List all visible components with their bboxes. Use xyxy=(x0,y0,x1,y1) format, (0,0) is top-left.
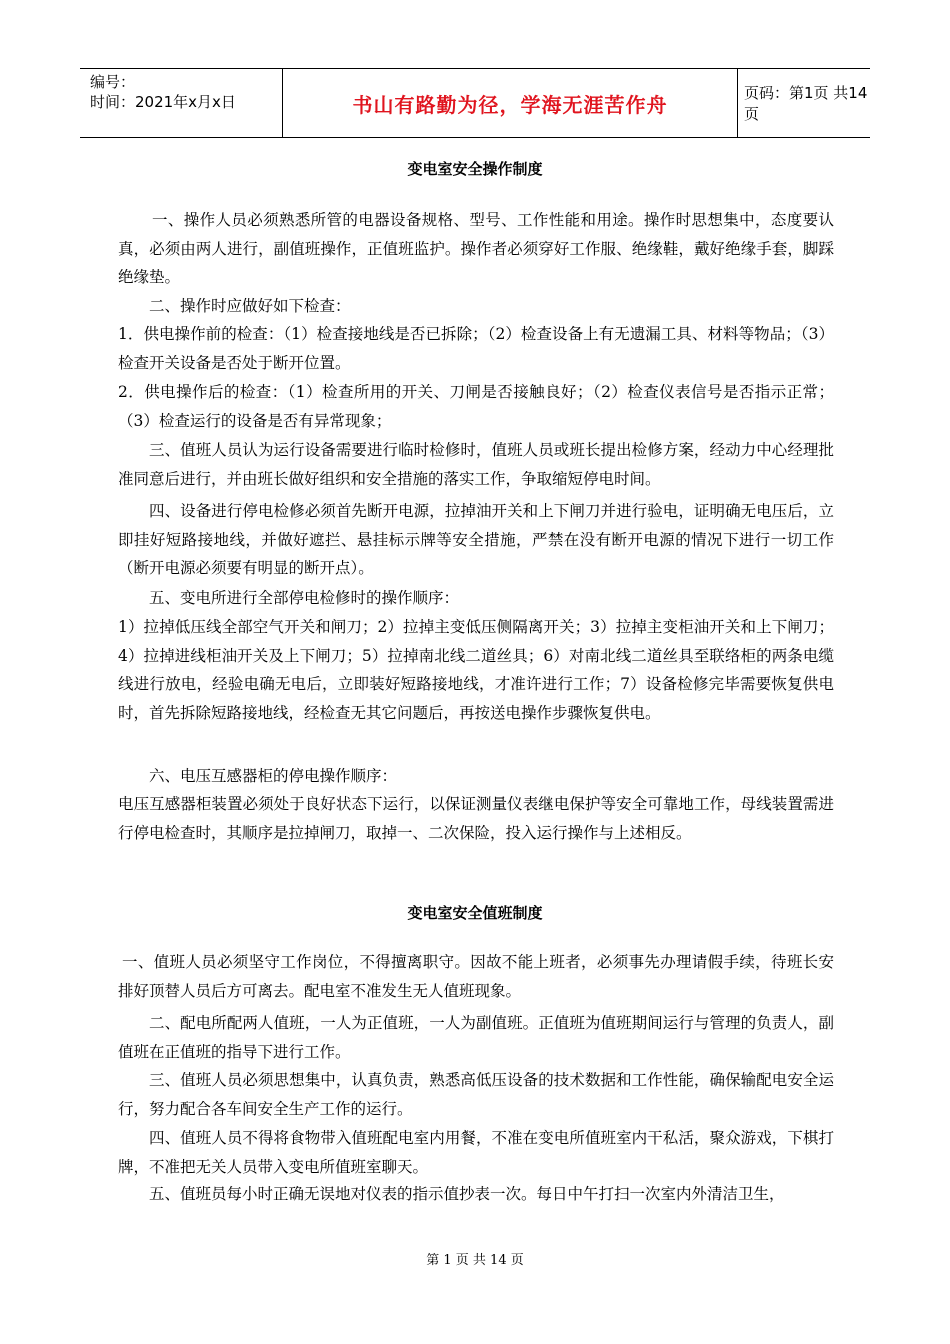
paragraph: 四、值班人员不得将食物带入值班配电室内用餐，不准在变电所值班室内干私活，聚众游戏，下棋打牌，不准把无关人员带入变电所值班室聊天。 xyxy=(118,1129,834,1176)
paragraph: 五、变电所进行全部停电检修时的操作顺序： xyxy=(149,589,460,607)
page-header xyxy=(80,68,870,138)
paragraph: 二、操作时应做好如下检查： xyxy=(149,297,351,315)
header-page-label: 页码：第1页 共14页 xyxy=(744,84,868,123)
page-footer: 第 1 页 共 14 页 xyxy=(426,1253,524,1268)
paragraph: 1．供电操作前的检查：（1）检查接地线是否已拆除；（2）检查设备上有无遗漏工具、材料等物品；（3）检查开关设备是否处于断开位置。 xyxy=(118,325,834,372)
section-title-duty: 变电室安全值班制度 xyxy=(407,904,543,922)
paragraph: 2．供电操作后的检查：（1）检查所用的开关、刀闸是否接触良好；（2）检查仪表信号是否指示正常；（3）检查运行的设备是否有异常现象； xyxy=(118,383,834,430)
paragraph: 五、值班员每小时正确无误地对仪表的指示值抄表一次。每日中午打扫一次室内外清洁卫生， xyxy=(149,1185,785,1203)
paragraph: 三、值班人员认为运行设备需要进行临时检修时，值班人员或班长提出检修方案，经动力中心经理批准同意后进行，并由班长做好组织和安全措施的落实工作，争取缩短停电时间。 xyxy=(118,441,834,488)
document-time-label: 时间：2021年x月x日 xyxy=(90,93,236,111)
paragraph: 一、值班人员必须坚守工作岗位，不得擅离职守。因故不能上班者，必须事先办理请假手续，待班长安排好顶替人员后方可离去。配电室不准发生无人值班现象。 xyxy=(118,953,834,1000)
paragraph: 一、操作人员必须熟悉所管的电器设备规格、型号、工作性能和用途。操作时思想集中，态度要认真，必须由两人进行，副值班操作，正值班监护。操作者必须穿好工作服、绝缘鞋，戴好绝缘手套，脚踩绝缘垫。 xyxy=(118,211,834,287)
section-title-operation: 变电室安全操作制度 xyxy=(407,160,543,178)
paragraph: 六、电压互感器柜的停电操作顺序： xyxy=(149,767,398,785)
paragraph: 电压互感器柜装置必须处于良好状态下运行，以保证测量仪表继电保护等安全可靠地工作，母线装置需进行停电检查时，其顺序是拉掉闸刀，取掉一、二次保险，投入运行操作与上述相反。 xyxy=(118,795,834,842)
paragraph: 三、值班人员必须思想集中，认真负责，熟悉高低压设备的技术数据和工作性能，确保输配电安全运行，努力配合各车间安全生产工作的运行。 xyxy=(118,1071,834,1118)
paragraph: 二、配电所配两人值班，一人为正值班，一人为副值班。正值班为值班期间运行与管理的负责人，副值班在正值班的指导下进行工作。 xyxy=(118,1014,834,1061)
header-meta xyxy=(80,69,282,137)
header-page-cell xyxy=(736,69,870,137)
document-number-label: 编号： xyxy=(90,73,136,91)
paragraph: 1）拉掉低压线全部空气开关和闸刀；2）拉掉主变低压侧隔离开关；3）拉掉主变柜油开关和上下闸刀；4）拉掉进线柜油开关及上下闸刀；5）拉掉南北线二道丝具；6）对南北线二道丝具至联络柜的两条电缆线进行放电，经验电确无电后，立即装好短路接地线，才准许进行工作；7）设备检修完毕需要恢复供电时，首先拆除短路接地线，经检查无其它问题后，再按送电操作步骤恢复供电。 xyxy=(118,618,834,722)
header-motto-cell xyxy=(282,69,738,137)
header-motto: 书山有路勤为径，学海无涯苦作舟 xyxy=(352,92,668,117)
paragraph: 四、设备进行停电检修必须首先断开电源，拉掉油开关和上下闸刀并进行验电，证明确无电压后，立即挂好短路接地线，并做好遮拦、悬挂标示牌等安全措施，严禁在没有断开电源的情况下进行一切工作（断开电源必须要有明显的断开点）。 xyxy=(118,502,834,578)
